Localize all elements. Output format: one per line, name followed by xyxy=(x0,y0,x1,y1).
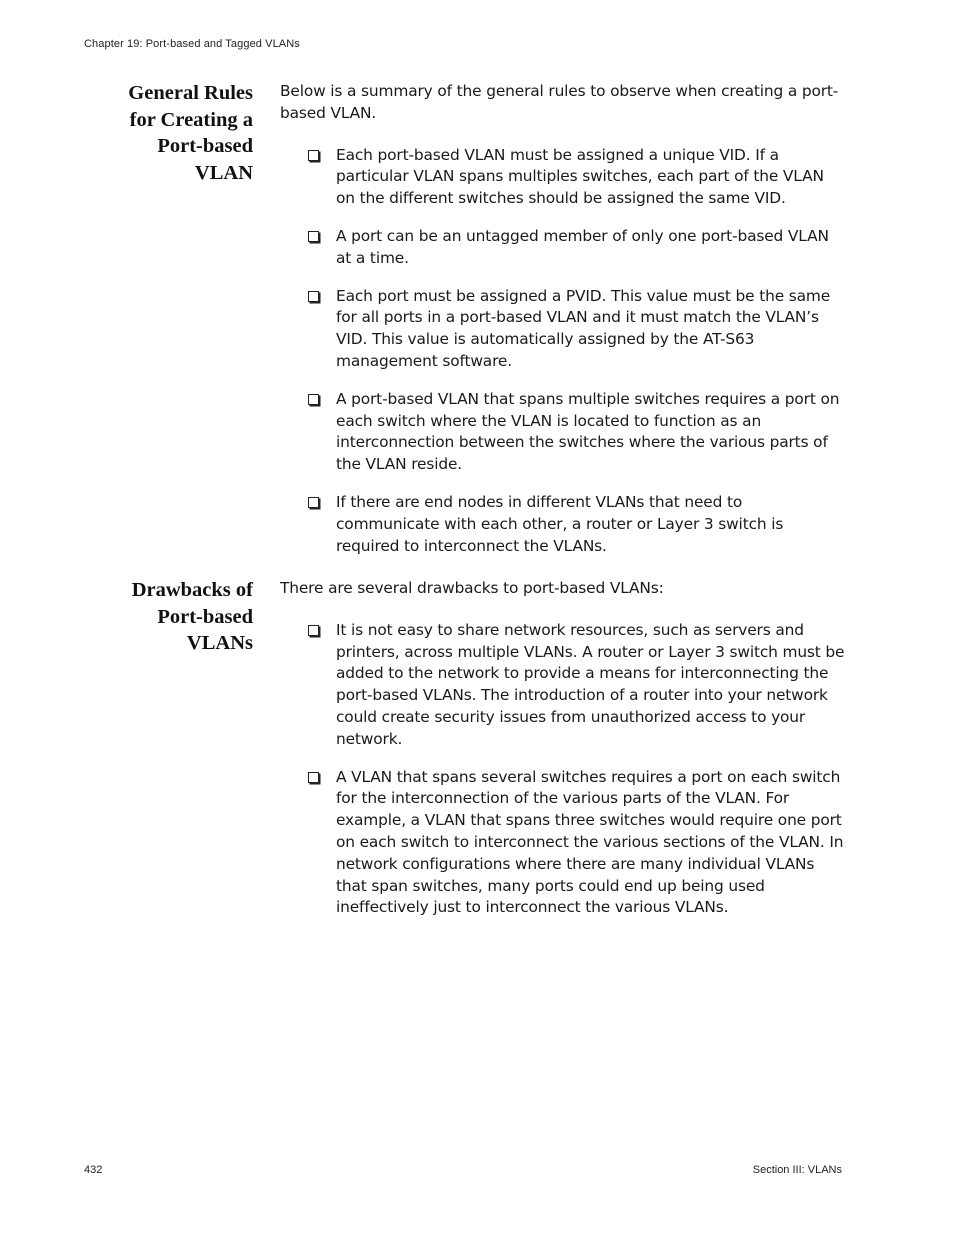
checkbox-bullet-icon xyxy=(308,497,319,508)
list-item-text: Each port-based VLAN must be assigned a unique VID. If a particular VLAN spans multiples switches, each part of the VLAN on the different switches should be assigned the same VID. xyxy=(336,145,824,208)
page-number: 432 xyxy=(84,1164,103,1176)
list-item-text: A port can be an untagged member of only one port-based VLAN at a time. xyxy=(336,226,829,267)
heading-line: Drawbacks of xyxy=(131,579,253,601)
list-item xyxy=(280,226,846,270)
checkbox-bullet-icon xyxy=(308,772,319,783)
drawbacks-list xyxy=(280,620,846,919)
list-item-text: Each port must be assigned a PVID. This value must be the same for all ports in a port-based VLAN and it must match the VLAN’s VID. This value is automatically assigned by the AT-S63 management software. xyxy=(336,286,831,370)
checkbox-bullet-icon xyxy=(308,625,319,636)
list-item xyxy=(280,492,846,557)
checkbox-bullet-icon xyxy=(308,291,319,302)
section-footer: Section III: VLANs xyxy=(752,1164,842,1176)
heading-line: for Creating a xyxy=(129,108,253,131)
checkbox-bullet-icon xyxy=(308,231,319,242)
checkbox-bullet-icon xyxy=(308,150,319,161)
list-item xyxy=(280,389,846,476)
section-body xyxy=(280,81,846,557)
heading-line: Port-based xyxy=(157,605,253,628)
heading-line: VLAN xyxy=(194,161,253,184)
running-header: Chapter 19: Port-based and Tagged VLANs xyxy=(84,38,300,50)
intro-paragraph: Below is a summary of the general rules to observe when creating a port-based VLAN. xyxy=(280,82,839,122)
intro-paragraph: There are several drawbacks to port-based VLANs: xyxy=(280,579,664,597)
list-item xyxy=(280,767,846,920)
rules-list xyxy=(280,145,846,558)
section-body xyxy=(280,578,846,919)
list-item-text: A port-based VLAN that spans multiple switches requires a port on each switch where the VLAN is located to function as an interconnection between the switches where the various parts of the VLAN reside. xyxy=(336,389,840,474)
heading-line: VLANs xyxy=(186,632,253,654)
list-item xyxy=(280,620,846,751)
section-heading xyxy=(70,80,253,186)
list-item-text: It is not easy to share network resources, such as servers and printers, across multiple VLANs. A router or Layer 3 switch must be added to the network to provide a means for interconnecting the port-based VLANs. The introduction of a router into your network could create security issues from unauthorized access to your network. xyxy=(336,620,845,748)
checkbox-bullet-icon xyxy=(308,394,319,405)
list-item xyxy=(280,286,846,373)
section-heading xyxy=(70,577,253,657)
list-item-text: If there are end nodes in different VLANs that need to communicate with each other, a router or Layer 3 switch is required to interconnect the VLANs. xyxy=(336,492,784,555)
heading-line: General Rules xyxy=(128,82,253,104)
list-item xyxy=(280,145,846,210)
list-item-text: A VLAN that spans several switches requires a port on each switch for the interconnection of the various parts of the VLAN. For example, a VLAN that spans three switches would require one port on each switch to interconnect the various sections of the VLAN. In network configurations where there are many individual VLANs that span switches, many ports could end up being used ineffectively just to interconnect the various VLANs. xyxy=(336,767,844,917)
heading-line: Port-based xyxy=(157,135,253,157)
